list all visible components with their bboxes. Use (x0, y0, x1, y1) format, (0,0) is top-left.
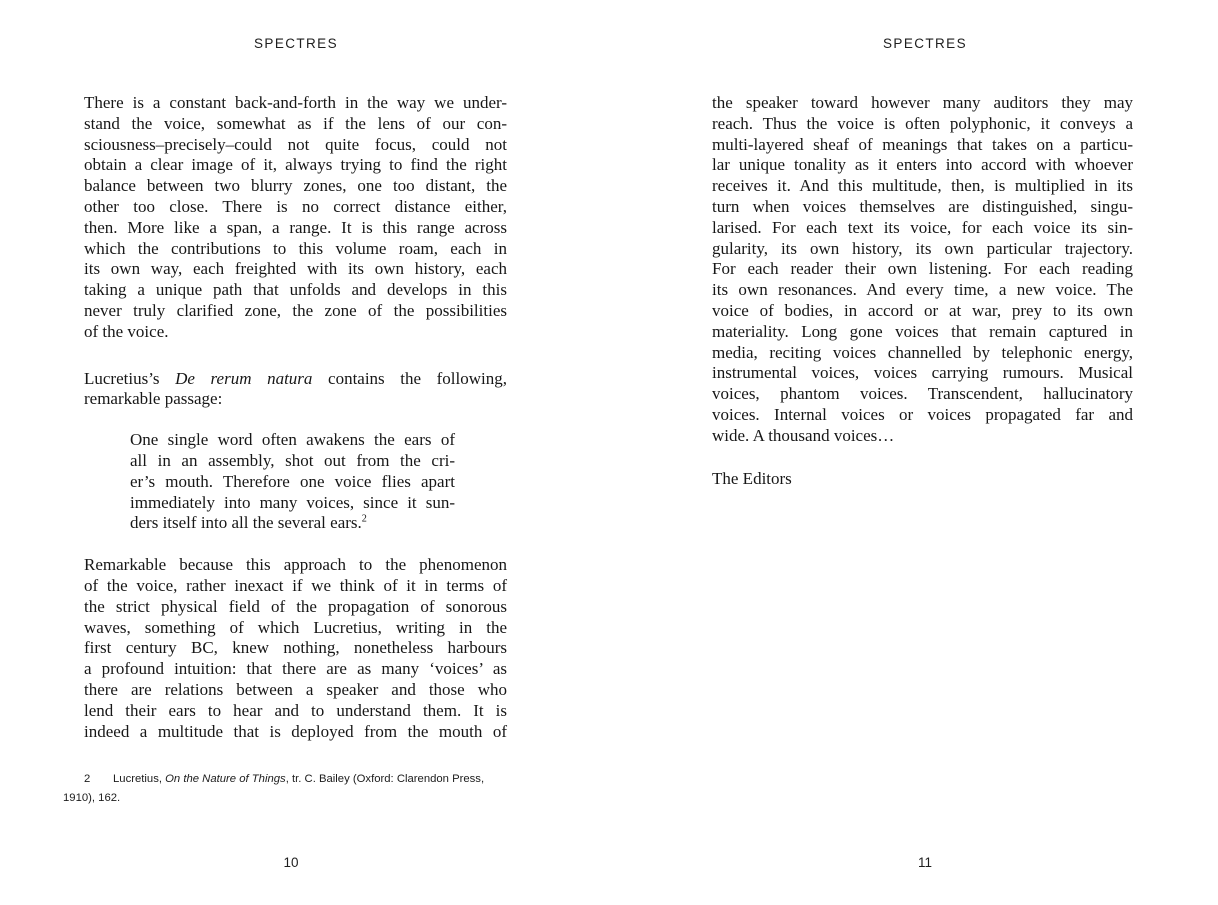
text-line: voice of bodies, in accord or at war, prey to its own (712, 300, 1133, 320)
text-line: which the contributions to this volume roam, each in (84, 238, 507, 258)
body-paragraph-3 (84, 555, 507, 742)
text-line: voices, phantom voices. Transcendent, hallucinatory (712, 384, 1133, 404)
text-line: For each reader their own listening. For each reading (712, 259, 1133, 279)
running-head: SPECTRES (254, 36, 338, 51)
right-page (609, 0, 1218, 905)
text-line: obtain a clear image of it, always trying to find the right (84, 155, 507, 175)
footnote-number: 2 (84, 773, 91, 785)
footnote-line-2: 1910), 162. (63, 791, 121, 804)
text-line: media, reciting voices channelled by telephonic energy, (712, 342, 1133, 362)
body-paragraph-continued (712, 93, 1133, 447)
signoff-the-editors: The Editors (712, 468, 792, 488)
text-line: then. More like a span, a range. It is this range across (84, 217, 507, 237)
text-line: voices. Internal voices or voices propagated far and (712, 404, 1133, 424)
text-line: sciousness–precisely–could not quite focus, could not (84, 134, 507, 154)
text-line: wide. A thousand voices… (712, 425, 895, 445)
text-line: immediately into many voices, since it sun- (130, 492, 455, 512)
text-line: waves, something of which Lucretius, writing in the (84, 617, 507, 637)
text-line: of the voice. (84, 321, 169, 341)
text-line: multi-layered sheaf of meanings that takes on a particu- (712, 134, 1133, 154)
left-text-column (84, 93, 507, 742)
text-line: lar unique tonality as it enters into accord with whoever (712, 155, 1133, 175)
text-line: taking a unique path that unfolds and develops in this (84, 280, 507, 300)
text-line: there are relations between a speaker and those who (84, 679, 507, 699)
text-line: all in an assembly, shot out from the cri- (130, 450, 455, 470)
right-text-column (712, 93, 1133, 489)
text-line: of the voice, rather inexact if we think of it in terms of (84, 575, 507, 595)
text-line: instrumental voices, voices carrying rumours. Musical (712, 363, 1133, 383)
footnote-line-1 (63, 770, 533, 789)
text-line: its own resonances. And every time, a new voice. The (712, 280, 1133, 300)
text-line: Lucretius’s De rerum natura contains the following, (84, 368, 507, 388)
text-line: the speaker toward however many auditors they may (712, 93, 1133, 112)
footnote-text: Lucretius, On the Nature of Things, tr. C. Bailey (Oxford: Clarendon Press, (113, 773, 485, 785)
page-number-right: 11 (917, 855, 933, 870)
text-line: other too close. There is no correct distance either, (84, 196, 507, 216)
text-line: er’s mouth. Therefore one voice flies apart (130, 471, 455, 491)
body-paragraph-1 (84, 93, 507, 343)
text-line: indeed a multitude that is deployed from the mouth of (84, 721, 507, 741)
text-line: first century BC, knew nothing, nonetheless harbours (84, 638, 507, 658)
text-line: its own way, each freighted with its own history, each (84, 259, 507, 279)
text-line: remarkable passage: (84, 389, 223, 409)
text-line: balance between two blurry zones, one too distant, the (84, 176, 507, 196)
text-line: larised. For each text its voice, for each voice its sin- (712, 217, 1133, 237)
text-line: reach. Thus the voice is often polyphonic, it conveys a (712, 113, 1133, 133)
running-head: SPECTRES (883, 36, 967, 51)
text-line: There is a constant back-and-forth in the way we under- (84, 93, 507, 112)
text-line: One single word often awakens the ears of (130, 430, 455, 450)
body-paragraph-2 (84, 369, 507, 411)
text-line: the strict physical field of the propagation of sonorous (84, 596, 507, 616)
page-number-left: 10 (283, 855, 299, 870)
blockquote-lucretius (130, 430, 455, 534)
text-line: Remarkable because this approach to the phenomenon (84, 555, 507, 575)
footnote (63, 770, 533, 807)
text-line: turn when voices themselves are distinguished, singu- (712, 196, 1133, 216)
text-line: ders itself into all the several ears.$^2$ (130, 513, 367, 533)
text-line: receives it. And this multitude, then, is multiplied in its (712, 176, 1133, 196)
text-line: never truly clarified zone, the zone of the possibilities (84, 300, 507, 320)
text-line: a profound intuition: that there are as many ‘voices’ as (84, 659, 507, 679)
text-line: materiality. Long gone voices that remain captured in (712, 321, 1133, 341)
text-line: stand the voice, somewhat as if the lens of our con- (84, 113, 507, 133)
text-line: gularity, its own history, its own particular trajectory. (712, 238, 1133, 258)
text-line: lend their ears to hear and to understand them. It is (84, 700, 507, 720)
